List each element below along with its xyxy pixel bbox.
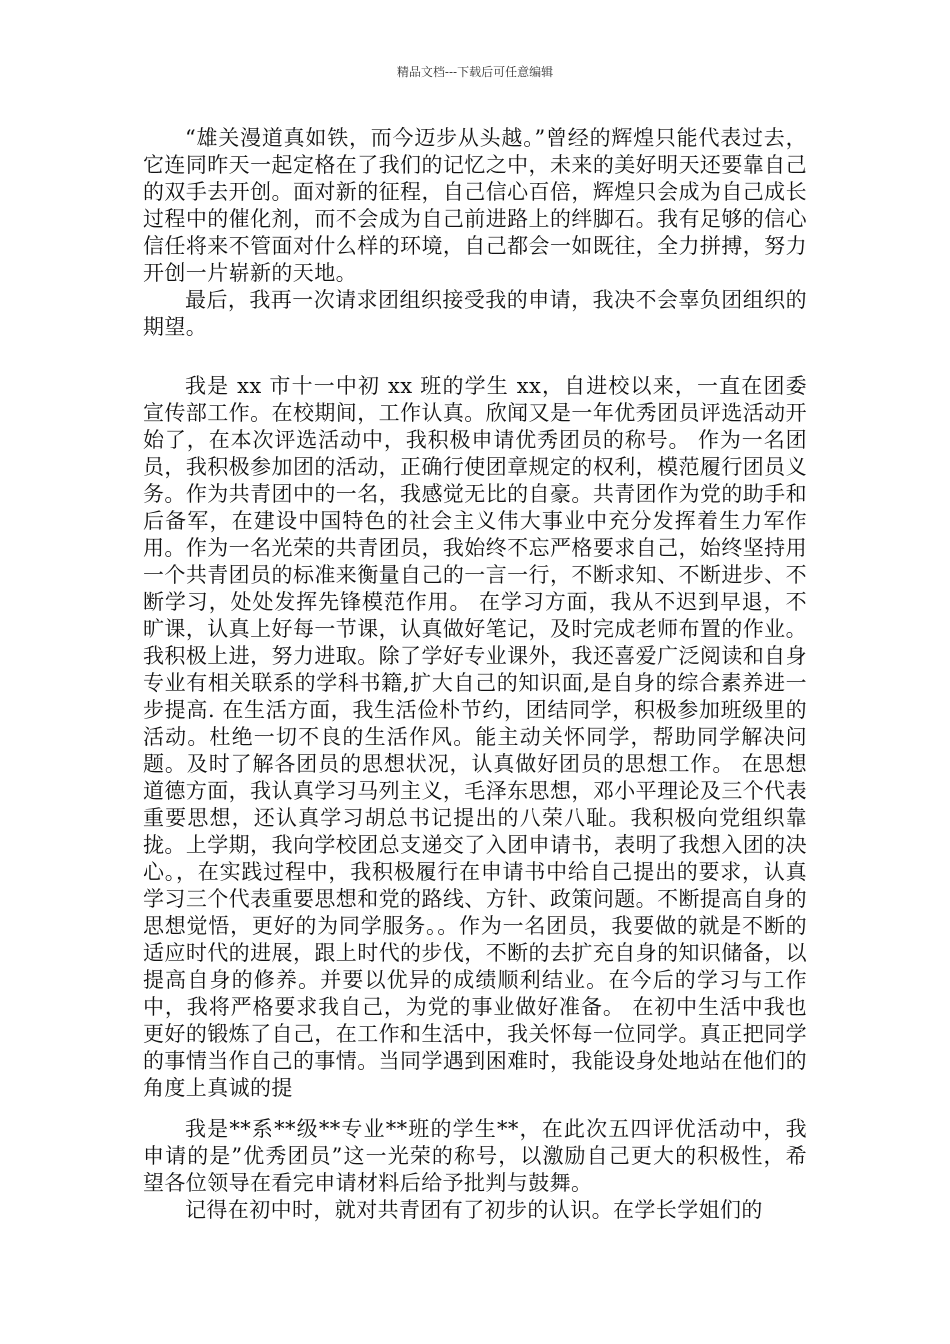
text-section-2 xyxy=(143,373,807,1102)
paragraph: 最后，我再一次请求团组织接受我的申请，我决不会辜负团组织的期望。 xyxy=(143,288,807,339)
paragraph: 我是 xx 市十一中初 xx 班的学生 xx，自进校以来，一直在团委宣传部工作。在校期间，工作认真。欣闻又是一年优秀团员评选活动开始了，在本次评选活动中，我积极申请优秀团员的称号。 作为一名团员，我积极参加团的活动，正确行使团章规定的权利，模范履行团员义务。作为共青团中的一名，我感觉无比的自豪。共青团作为党的助手和后备军，在建设中国特色的社会主义伟大事业中充分发挥着生力军作用。作为一名光荣的共青团员，我始终不忘严格要求自己，始终坚持用一个共青团员的标准来衡量自己的一言一行，不断求知、不断进步、不断学习，处处发挥先锋模范作用。 在学习方面，我从不迟到早退，不旷课，认真上好每一节课，认真做好笔记，及时完成老师布置的作业。我积极上进，努力进取。除了学好专业课外，我还喜爱广泛阅读和自身专业有相关联系的学科书籍,扩大自己的知识面,是自身的综合素养进一步提高. 在生活方面，我生活俭朴节约，团结同学，积极参加班级里的活动。杜绝一切不良的生活作风。能主动关怀同学，帮助同学解决问题。及时了解各团员的思想状况，认真做好团员的思想工作。 在思想道德方面，我认真学习马列主义，毛泽东思想，邓小平理论及三个代表重要思想，还认真学习胡总书记提出的八荣八耻。我积极向党组织靠拢。上学期，我向学校团总支递交了入团申请书，表明了我想入团的决心。，在实践过程中，我积极履行在申请书中给自己提出的要求，认真学习三个代表重要思想和党的路线、方针、政策问题。不断提高自身的思想觉悟，更好的为同学服务。。作为一名团员，我要做的就是不断的适应时代的进展，跟上时代的步伐，不断的去扩充自身的知识储备，以提高自身的修养。并要以优异的成绩顺利结业。在今后的学习与工作中，我将严格要求我自己，为党的事业做好准备。 在初中生活中我也更好的锻炼了自己，在工作和生活中，我关怀每一位同学。真正把同学的事情当作自己的事情。当同学遇到困难时，我能设身处地站在他们的角度上真诚的提 xyxy=(143,374,807,1100)
paragraph: “雄关漫道真如铁，而今迈步从头越。”曾经的辉煌只能代表过去，它连同昨天一起定格在了我们的记忆之中，未来的美好明天还要靠自己的双手去开创。面对新的征程，自己信心百倍，辉煌只会成为自己成长过程中的催化剂，而不会成为自己前进路上的绊脚石。我有足够的信心信任将来不管面对什么样的环境，自己都会一如既往，全力拼搏，努力开创一片崭新的天地。 xyxy=(143,126,807,285)
paragraph: 记得在初中时，就对共青团有了初步的认识。在学长学姐们的 xyxy=(185,1198,763,1222)
text-section-1 xyxy=(143,125,807,341)
text-section-3 xyxy=(143,1116,807,1224)
page-header: 精品文档---下载后可任意编辑 xyxy=(396,65,554,79)
paragraph: 我是**系**级**专业**班的学生**，在此次五四评优活动中，我申请的是”优秀团员”这一光荣的称号，以激励自己更大的积极性，希望各位领导在看完申请材料后给予批判与鼓舞。 xyxy=(143,1117,807,1195)
